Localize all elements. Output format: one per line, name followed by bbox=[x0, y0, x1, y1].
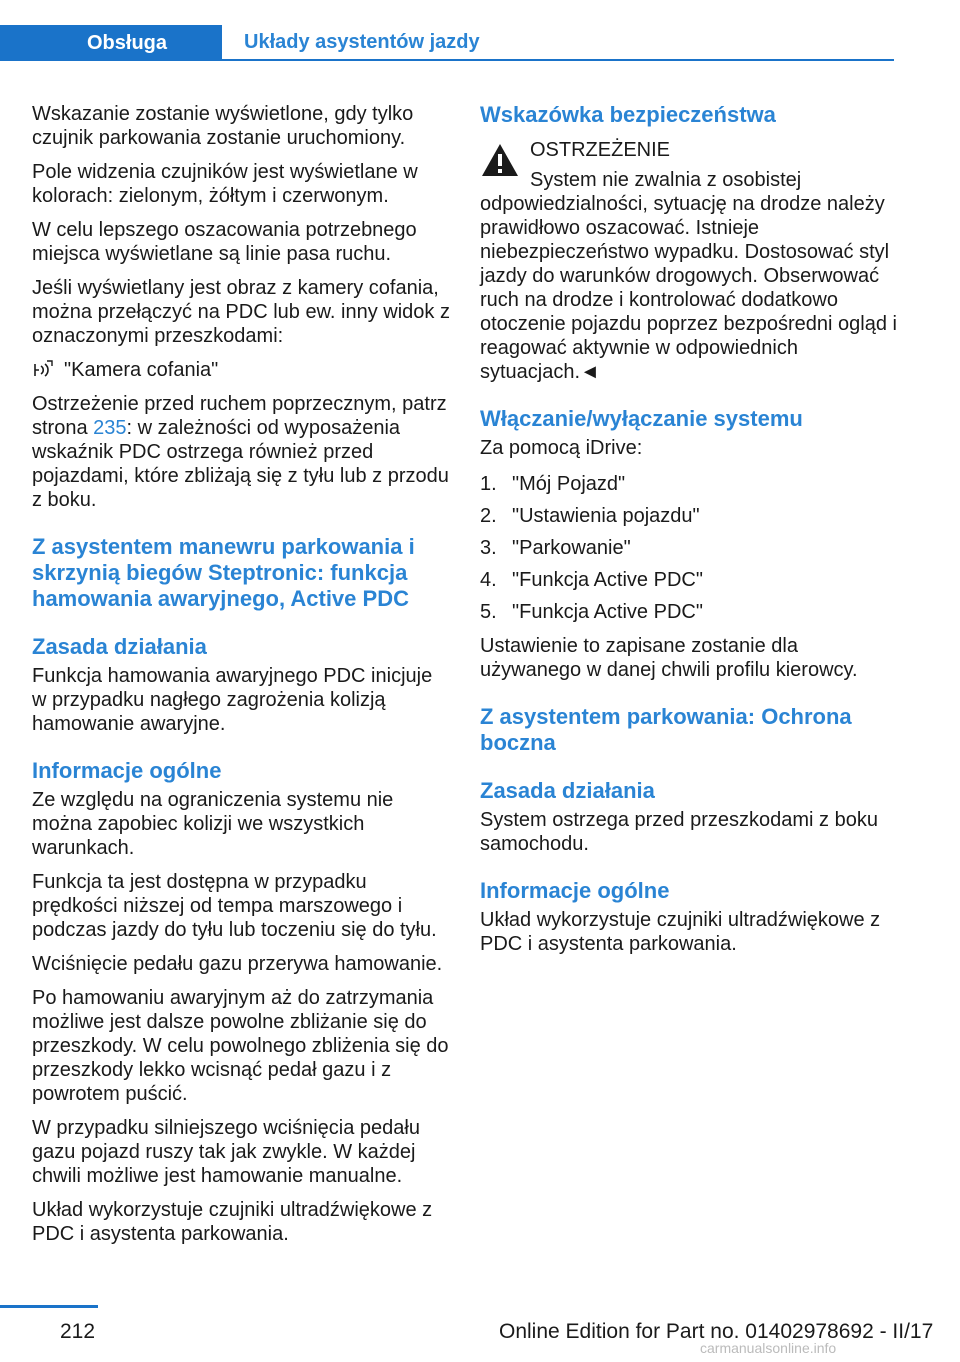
paragraph: Pole widzenia czujników jest wyświetlane w kolorach: zielonym, żółtym i czerwonym. bbox=[32, 161, 418, 207]
paragraph-cross-traffic bbox=[32, 392, 450, 512]
paragraph: W celu lepszego oszacowania potrzebnego miejsca wyświetlane są linie pasa ruchu. bbox=[32, 219, 417, 265]
step-text: "Funkcja Active PDC" bbox=[512, 569, 703, 591]
section-title-active-pdc: Z asystentem manewru parkowania i skrzynią biegów Steptronic: funkcja hamowania awaryjnego, Active PDC bbox=[32, 534, 415, 611]
left-column bbox=[32, 102, 450, 1256]
step-number: 3. bbox=[480, 537, 497, 559]
step-text: "Funkcja Active PDC" bbox=[512, 601, 703, 623]
tab-obsluga[interactable]: Obsługa bbox=[32, 25, 222, 61]
list-item bbox=[480, 504, 898, 528]
paragraph: Układ wykorzystuje czujniki ultradźwiękowe z PDC i asystenta parkowania. bbox=[480, 909, 881, 955]
paragraph: Funkcja hamowania awaryjnego PDC inicjuje w przypadku nagłego zagrożenia kolizją hamowanie awaryjne. bbox=[32, 665, 433, 735]
list-item bbox=[480, 472, 898, 496]
camera-option-line bbox=[32, 358, 450, 382]
warning-block bbox=[480, 138, 898, 384]
paragraph: Jeśli wyświetlany jest obraz z kamery cofania, można przełączyć na PDC lub ew. inny widok z oznaczonymi przeszkodami: bbox=[32, 277, 450, 347]
paragraph: Za pomocą iDrive: bbox=[480, 437, 643, 459]
page-number: 212 bbox=[60, 1320, 96, 1343]
warning-label: OSTRZEŻENIE bbox=[530, 139, 671, 161]
watermark: carmanualsonline.info bbox=[700, 1340, 837, 1356]
paragraph: Wciśnięcie pedału gazu przerywa hamowanie. bbox=[32, 953, 443, 975]
list-item bbox=[480, 536, 898, 560]
paragraph: Ustawienie to zapisane zostanie dla używanego w danej chwili profilu kierowcy. bbox=[480, 635, 858, 681]
list-item bbox=[480, 568, 898, 592]
right-column bbox=[480, 102, 898, 966]
section-title-side-protection: Z asystentem parkowania: Ochrona boczna bbox=[480, 704, 852, 755]
heading-safety-notice: Wskazówka bezpieczeństwa bbox=[480, 102, 776, 127]
step-text: "Parkowanie" bbox=[512, 537, 631, 559]
heading-principle: Zasada działania bbox=[32, 634, 207, 659]
step-text: "Ustawienia pojazdu" bbox=[512, 505, 700, 527]
paragraph: System ostrzega przed przeszkodami z boku samochodu. bbox=[480, 809, 878, 855]
text: : w zależności od wyposażenia wskaźnik PDC ostrzega również przed pojazdami, które zbliżają się z tyłu lub z przodu z boku. bbox=[32, 417, 449, 511]
paragraph: Wskazanie zostanie wyświetlone, gdy tylko czujnik parkowania zostanie uruchomiony. bbox=[32, 103, 414, 149]
step-number: 5. bbox=[480, 601, 497, 623]
paragraph: Funkcja ta jest dostępna w przypadku prędkości niższej od tempa marszowego i podczas jazdy do tyłu lub toczeniu się do tyłu. bbox=[32, 871, 437, 941]
camera-option-label: "Kamera cofania" bbox=[64, 359, 219, 381]
warning-triangle-icon bbox=[480, 142, 520, 178]
idrive-steps bbox=[480, 472, 898, 624]
heading-principle: Zasada działania bbox=[480, 778, 655, 803]
step-number: 4. bbox=[480, 569, 497, 591]
edition-note: Online Edition for Part no. 01402978692 - II/17 bbox=[499, 1320, 934, 1343]
tab-uklady-asystentow[interactable]: Układy asystentów jazdy bbox=[222, 25, 894, 61]
list-item bbox=[480, 600, 898, 624]
heading-toggle-system: Włączanie/wyłączanie systemu bbox=[480, 406, 803, 431]
warning-text: System nie zwalnia z osobistej odpowiedzialności, sytuację na drodze należy prawidłowo oszacować. Istnieje niebezpieczeństwo wypadku. Dostosować styl jazdy do warunków drogowych. Obserwować ruch na drodze i kontrolować dodatkowo otoczenie pojazdu poprzez bezpośredni ogląd i reagować aktywnie w odpowiednich sytuacjach.◄ bbox=[480, 169, 897, 383]
heading-general-info: Informacje ogólne bbox=[32, 758, 222, 783]
paragraph: Po hamowaniu awaryjnym aż do zatrzymania możliwe jest dalsze powolne zbliżanie się do przeszkody. W celu powolnego zbliżenia się do przeszkody lekko wcisnąć pedał gazu i z powrotem puścić. bbox=[32, 987, 449, 1105]
paragraph: W przypadku silniejszego wciśnięcia pedału gazu pojazd ruszy tak jak zwykle. W każdej chwili możliwe jest hamowanie manualne. bbox=[32, 1117, 420, 1187]
text: Ostrzeżenie przed ruchem poprzecznym, patrz strona bbox=[32, 393, 447, 439]
paragraph: Ze względu na ograniczenia systemu nie można zapobiec kolizji we wszystkich warunkach. bbox=[32, 789, 394, 859]
header-accent-bar bbox=[0, 25, 32, 61]
footer-accent-line bbox=[0, 1305, 98, 1308]
rear-camera-icon bbox=[32, 360, 54, 380]
step-number: 2. bbox=[480, 505, 497, 527]
page-link-235[interactable]: 235 bbox=[93, 417, 127, 439]
step-number: 1. bbox=[480, 473, 497, 495]
paragraph: Układ wykorzystuje czujniki ultradźwiękowe z PDC i asystenta parkowania. bbox=[32, 1199, 433, 1245]
step-text: "Mój Pojazd" bbox=[512, 473, 626, 495]
heading-general-info: Informacje ogólne bbox=[480, 878, 670, 903]
